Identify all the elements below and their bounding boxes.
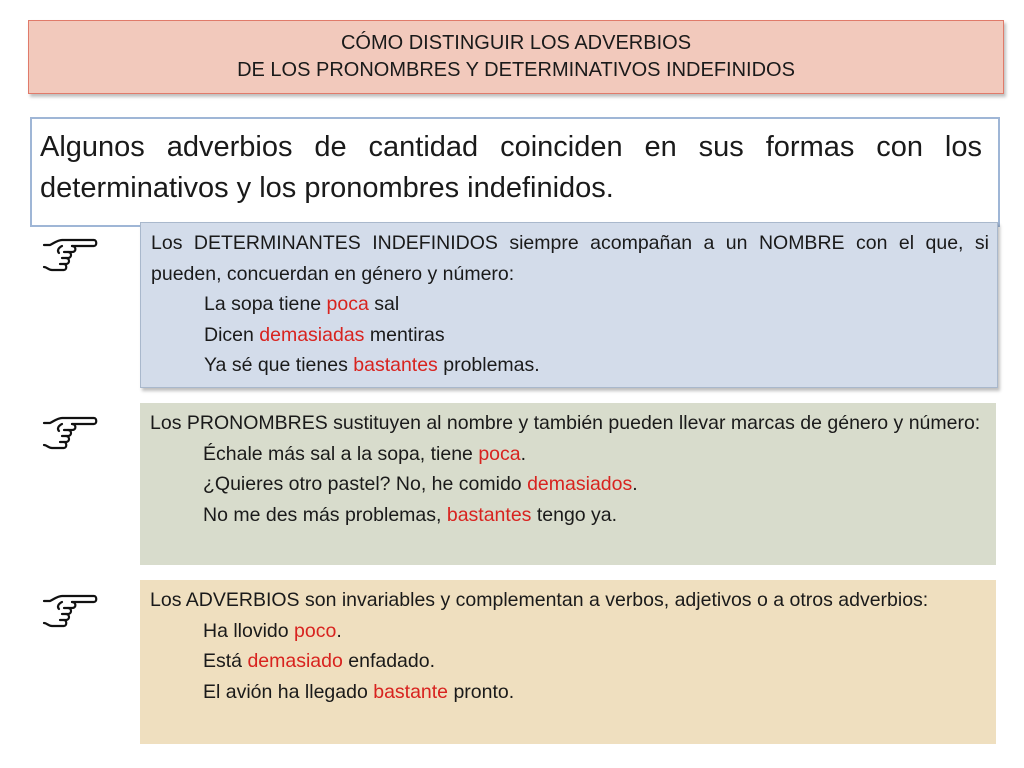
- highlighted-word: bastantes: [353, 354, 438, 376]
- intro-box: [30, 117, 1000, 227]
- pronombres-panel: [140, 403, 996, 565]
- highlighted-word: demasiados: [527, 473, 633, 495]
- pronombres-example: ¿Quieres otro pastel? No, he comido demasiados.: [203, 473, 638, 495]
- pronombres-example: Échale más sal a la sopa, tiene poca.: [203, 442, 527, 465]
- highlighted-word: bastante: [373, 680, 449, 703]
- adverbios-panel: [140, 580, 996, 744]
- highlighted-word: poca: [326, 293, 369, 315]
- adverbios-example: Ha llovido poco.: [203, 619, 342, 642]
- determinantes-panel: [140, 222, 998, 388]
- determinantes-example: Ya sé que tienes bastantes problemas.: [204, 354, 540, 376]
- determinantes-lead: Los DETERMINANTES INDEFINIDOS siempre acompañan a un NOMBRE con el que, si pueden, concuerdan en género y número:: [151, 232, 989, 285]
- pointing-hand-icon: [40, 592, 100, 632]
- slide-title: [28, 20, 1004, 94]
- highlighted-word: bastantes: [446, 503, 532, 526]
- highlighted-word: demasiado: [247, 650, 343, 672]
- adverbios-example: El avión ha llegado bastante pronto.: [203, 680, 515, 703]
- determinantes-example: Dicen demasiadas mentiras: [204, 323, 445, 346]
- pronombres-example: No me des más problemas, bastantes tengo ya.: [203, 503, 618, 526]
- title-line-1: CÓMO DISTINGUIR LOS ADVERBIOS: [340, 32, 692, 54]
- highlighted-word: poca: [478, 442, 521, 465]
- highlighted-word: demasiadas: [259, 323, 365, 346]
- pointing-hand-icon: [40, 414, 100, 454]
- determinantes-example: La sopa tiene poca sal: [204, 293, 400, 315]
- adverbios-lead: Los ADVERBIOS son invariables y complementan a verbos, adjetivos o a otros adverbios:: [150, 589, 929, 611]
- intro-text: Algunos adverbios de cantidad coinciden en sus formas con los determinativos y los pronombres indefinidos.: [40, 131, 982, 204]
- pointing-hand-icon: [40, 236, 100, 276]
- adverbios-example: Está demasiado enfadado.: [203, 650, 436, 672]
- title-line-2: DE LOS PRONOMBRES Y DETERMINATIVOS INDEFINIDOS: [237, 59, 795, 81]
- pronombres-lead: Los PRONOMBRES sustituyen al nombre y también pueden llevar marcas de género y número:: [150, 412, 981, 434]
- highlighted-word: poco: [294, 619, 337, 642]
